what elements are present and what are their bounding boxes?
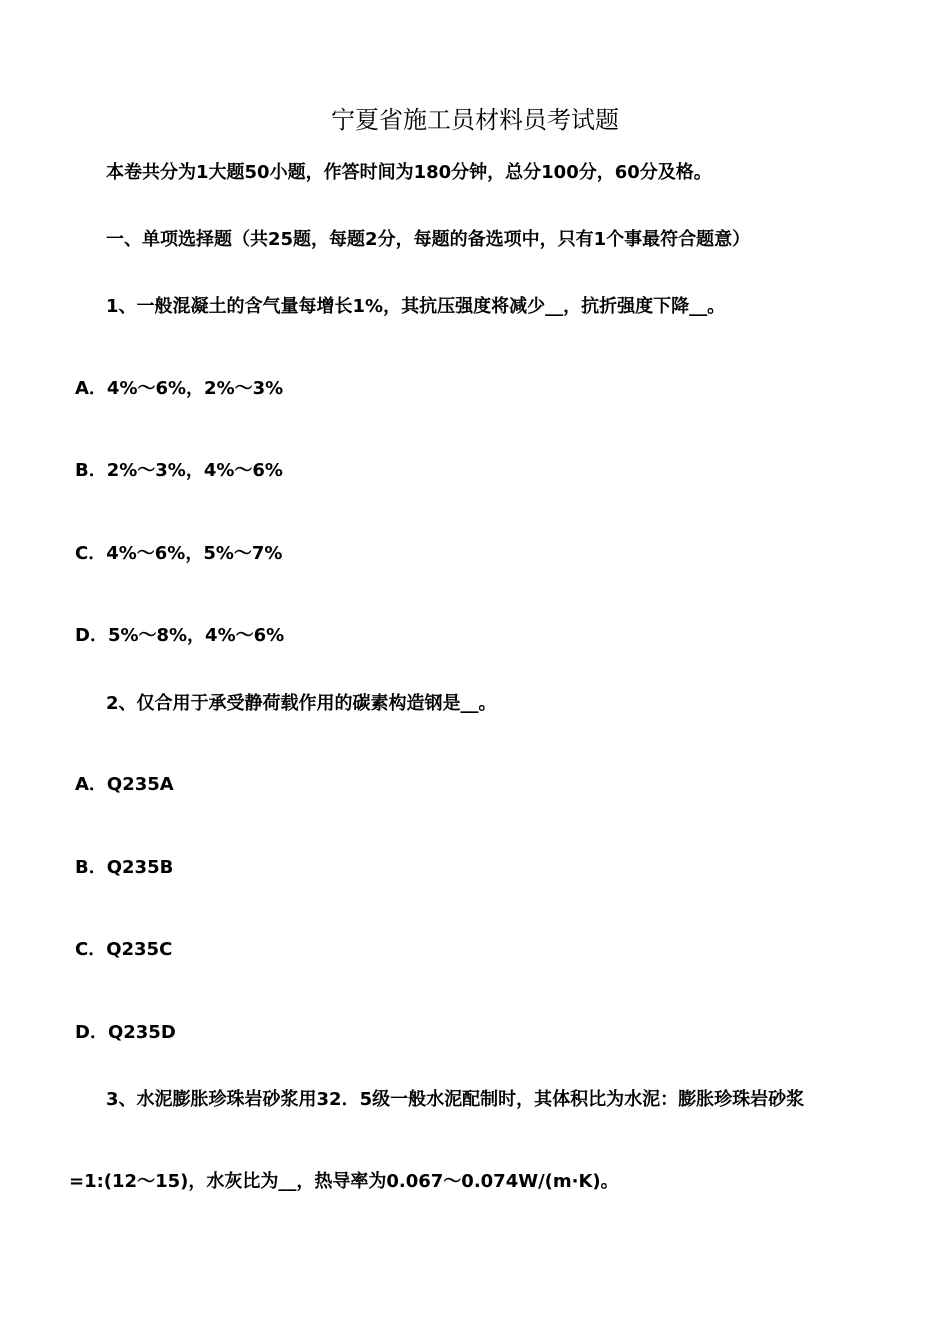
option-c: C．Q235C (75, 939, 173, 960)
option-b: B．Q235B (75, 857, 174, 878)
option-c: C．4%～6%，5%～7% (75, 543, 283, 564)
question-stem-continued: =1:(12～15)，水灰比为__，热导率为0.067～0.074W/(m·K)。 (69, 1171, 619, 1192)
question-stem: 3、水泥膨胀珍珠岩砂浆用32．5级一般水泥配制时，其体积比为水泥：膨胀珍珠岩砂浆 (106, 1089, 805, 1110)
option-a: A．4%～6%，2%～3% (75, 378, 284, 399)
option-d: D．Q235D (75, 1022, 176, 1043)
question-stem: 2、仅合用于承受静荷载作用的碳素构造钢是__。 (106, 693, 497, 714)
option-a: A．Q235A (75, 774, 174, 795)
question-stem: 1、一般混凝土的含气量每增长1%，其抗压强度将减少__，抗折强度下降__。 (106, 296, 726, 317)
exam-intro: 本卷共分为1大题50小题，作答时间为180分钟，总分100分，60分及格。 (106, 162, 712, 183)
page-title: 宁夏省施工员材料员考试题 (331, 106, 619, 134)
option-b: B．2%～3%，4%～6% (75, 460, 283, 481)
section-heading: 一、单项选择题（共25题，每题2分，每题的备选项中，只有1个事最符合题意） (106, 229, 751, 250)
option-d: D．5%～8%，4%～6% (75, 625, 285, 646)
